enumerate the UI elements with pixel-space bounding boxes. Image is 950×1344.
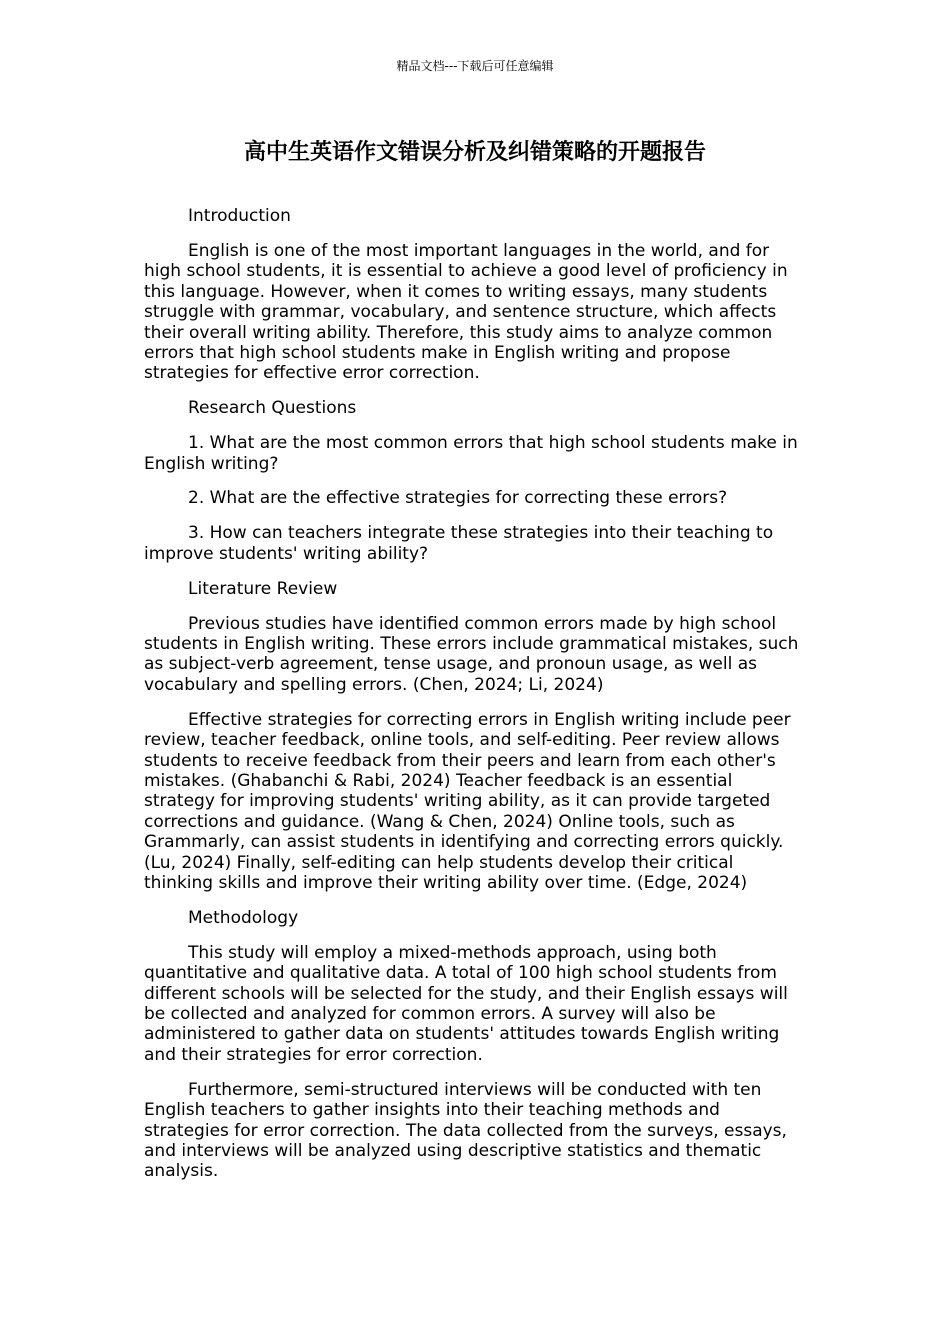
section-heading-methodology: Methodology [188, 907, 299, 928]
research-question-2: 2. What are the effective strategies for correcting these errors? [188, 488, 728, 509]
paragraph-literature-review-1: Previous studies have identified common errors made by high school students in English writing. These errors include grammatical mistakes, such as subject-verb agreement, tense usage, and pronoun usage, as well as vocabulary and spelling errors. (Chen, 2024; Li, 2024) [144, 613, 799, 695]
paragraph-introduction: English is one of the most important languages in the world, and for high school students, it is essential to achieve a good level of proficiency in this language. However, when it comes to writing essays, many students struggle with grammar, vocabulary, and sentence structure, which affects their overall writing ability. Therefore, this study aims to analyze common errors that high school students make in English writing and propose strategies for effective error correction. [144, 240, 788, 384]
document-title: 高中生英语作文错误分析及纠错策略的开题报告 [243, 140, 706, 165]
paragraph-methodology-2: Furthermore, semi-structured interviews will be conducted with ten English teachers to gather insights into their teaching methods and strategies for error correction. The data collected from the surveys, essays, and interviews will be analyzed using descriptive statistics and thematic analysis. [144, 1079, 787, 1182]
section-heading-introduction: Introduction [188, 206, 291, 226]
research-question-1: 1. What are the most common errors that high school students make in English writing? [144, 433, 798, 474]
paragraph-methodology-1: This study will employ a mixed-methods approach, using both quantitative and qualitative data. A total of 100 high school students from different schools will be selected for the study, and their English essays will be collected and analyzed for common errors. A survey will also be administered to gather data on students' attitudes towards English writing and their strategies for error correction. [144, 942, 788, 1065]
section-heading-research-questions: Research Questions [188, 398, 357, 419]
section-heading-literature-review: Literature Review [188, 578, 338, 599]
header-note: 精品文档---下载后可任意编辑 [396, 59, 554, 73]
document-body [144, 206, 806, 1196]
paragraph-literature-review-2: Effective strategies for correcting errors in English writing include peer review, teacher feedback, online tools, and self-editing. Peer review allows students to receive feedback from their peers and learn from each other's mistakes. (Ghabanchi & Rabi, 2024) Teacher feedback is an essential strategy for improving students' writing ability, as it can provide targeted corrections and guidance. (Wang & Chen, 2024) Online tools, such as Grammarly, can assist students in identifying and correcting errors quickly. (Lu, 2024) Finally, self-editing can help students develop their critical thinking skills and improve their writing ability over time. (Edge, 2024) [144, 709, 791, 893]
research-question-3: 3. How can teachers integrate these strategies into their teaching to improve students' writing ability? [144, 523, 774, 564]
